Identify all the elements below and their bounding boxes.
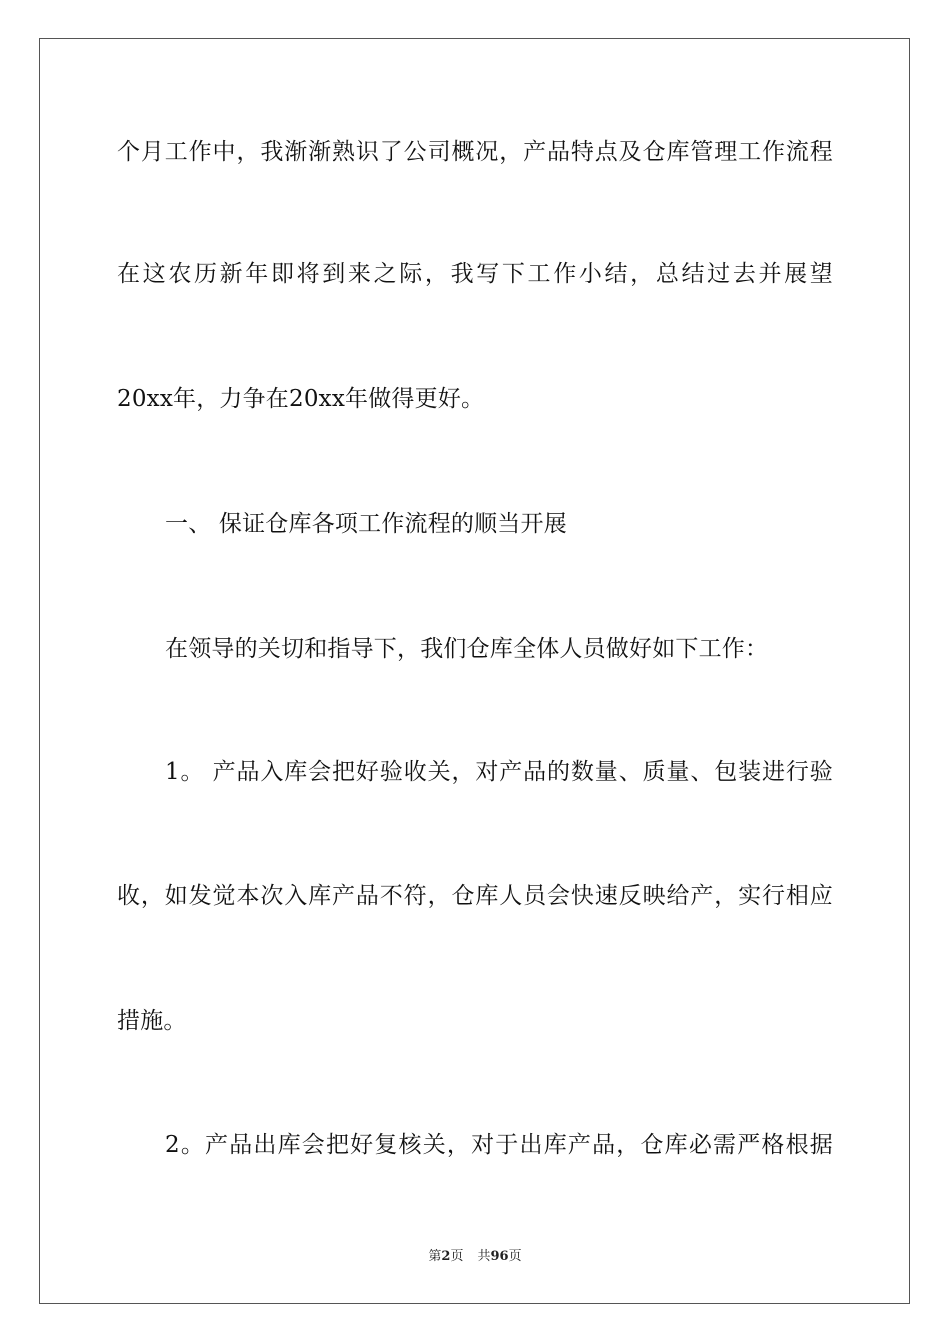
page-footer	[0, 1248, 950, 1266]
body-line-2: 在这农历新年即将到来之际，我写下工作小结，总结过去并展望	[117, 261, 833, 287]
section-heading: 一、 保证仓库各项工作流程的顺当开展	[165, 511, 567, 537]
body-line-5: 在领导的关切和指导下，我们仓库全体人员做好如下工作：	[165, 636, 769, 662]
footer-page-suffix: 页	[450, 1249, 464, 1264]
list-item-2-line-1: 2。产品出库会把好复核关，对于出库产品，仓库必需严格根据	[165, 1132, 833, 1158]
list-item-1-line-3: 措施。	[117, 1008, 187, 1034]
body-line-1: 个月工作中，我渐渐熟识了公司概况，产品特点及仓库管理工作流程	[117, 139, 833, 165]
footer-total-pages: 96	[490, 1249, 509, 1264]
page-border	[39, 38, 910, 1304]
list-item-1-line-2: 收，如发觉本次入库产品不符，仓库人员会快速反映给产，实行相应	[117, 883, 833, 909]
footer-page-prefix: 第	[428, 1249, 442, 1264]
footer-total-suffix: 页	[508, 1249, 522, 1264]
body-line-3: 20xx年，力争在20xx年做得更好。	[117, 386, 485, 412]
footer-page-number: 2	[441, 1249, 451, 1264]
list-item-1-line-1: 1。 产品入库会把好验收关，对产品的数量、质量、包装进行验	[165, 759, 833, 785]
footer-total-prefix: 共	[477, 1249, 491, 1264]
